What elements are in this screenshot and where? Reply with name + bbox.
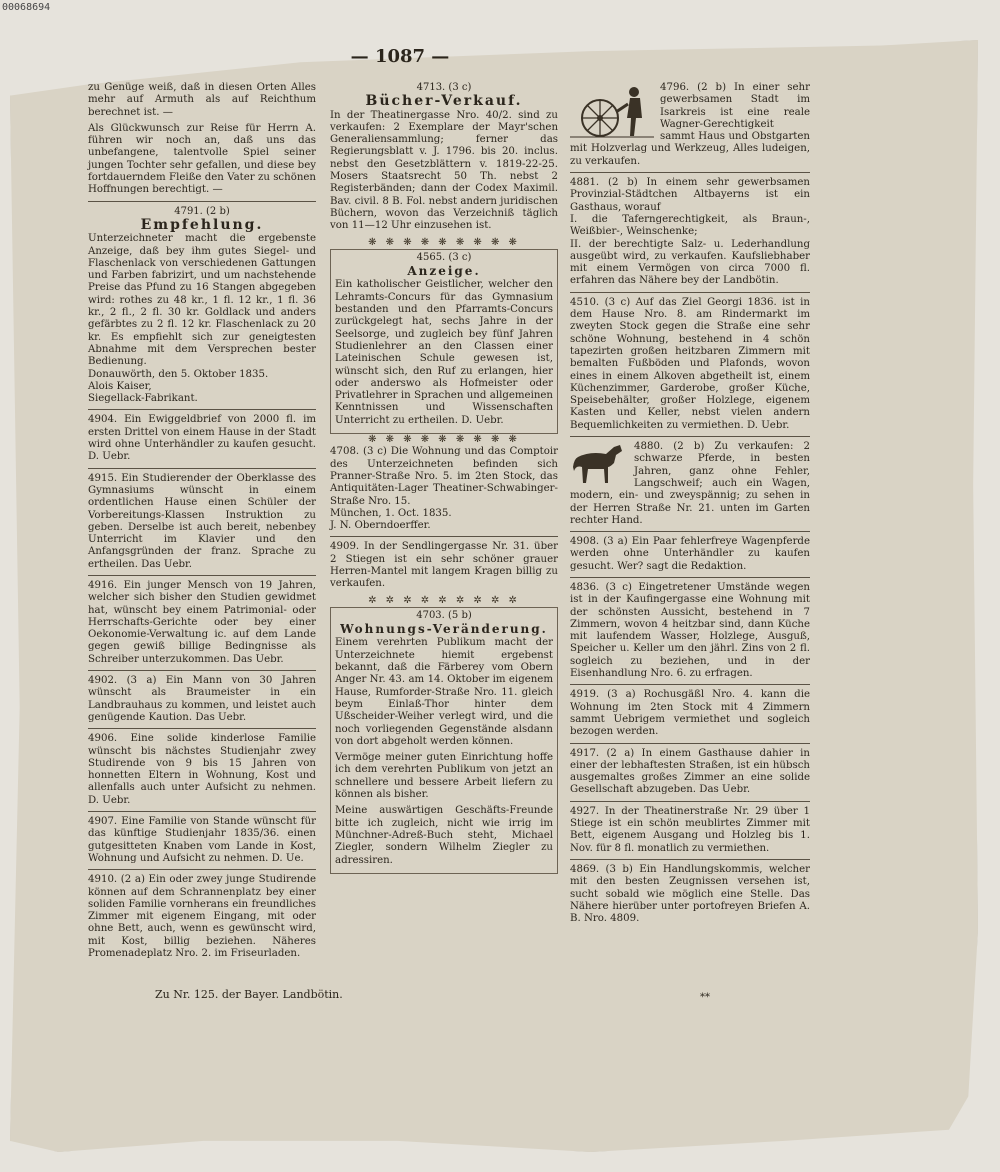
divider: [88, 728, 316, 729]
ad-text: 4916. Ein junger Mensch von 19 Jahren, welcher sich bisher den Studien gewidmet hat, wünscht bey einem Patrimonial- oder Herrschafts-Gerichte oder bey einer Oekonomie-Verwaltung ic. auf dem Lande gegen gewiß billige Bedingnisse als Schreiber unterzukommen. Das Uebr.: [88, 579, 316, 665]
horse-icon: [570, 441, 628, 485]
list-item: [88, 233, 316, 405]
list-item: [570, 748, 810, 797]
scan-id: 00068694: [2, 2, 51, 13]
ad-text: 4904. Ein Ewiggeldbrief von 2000 fl. im ersten Drittel von einem Hause in der Stadt wird ohne Unterhändler zu kaufen gesucht. D. Uebr.: [88, 414, 316, 463]
list-item: [330, 541, 558, 590]
ad-signature: J. N. Oberndoerffer.: [330, 520, 431, 532]
list-item: [570, 82, 810, 168]
list-item: [88, 473, 316, 571]
ad-text: 4906. Eine solide kinderlose Familie wünscht bis nächstes Studienjahr zwey Studirende von 9 bis 15 Jahren von honnetten Eltern in Wohnung, Kost und allenfalls auch unter Aufsicht zu nehmen. D. Uebr.: [88, 733, 316, 806]
ad-heading: Wohnungs-Veränderung.: [340, 622, 548, 637]
ornament-divider: ✲ ✲ ✲ ✲ ✲ ✲ ✲ ✲ ✲: [368, 594, 520, 606]
list-item: [88, 874, 316, 960]
page-footer: Zu Nr. 125. der Bayer. Landbötin.: [155, 988, 343, 1001]
column-2: [330, 82, 558, 874]
list-item: [570, 582, 810, 680]
ad-text: Als Glückwunsch zur Reise für Herrn A. führen wir noch an, daß uns das unbefangene, talentvolle Spiel seiner jungen Tochter sehr gefallen, und diese bey fortdauerndem Fleiße den Vater zu schönen Hoffnungen berechtigt. —: [88, 122, 316, 196]
ad-heading: Anzeige.: [407, 264, 481, 279]
ad-text: 4927. In der Theatinerstraße Nr. 29 über 1 Stiege ist ein schön meublirtes Zimmer mit Bett, eigenem Ausgang und Holzleg bis 1. Nov. für 8 fl. monatlich zu vermiethen.: [570, 805, 810, 854]
list-item: [88, 816, 316, 865]
list-item: [570, 536, 810, 573]
divider: [88, 670, 316, 671]
ad-number: 4791. (2 b): [174, 205, 230, 217]
list-item: [335, 752, 553, 801]
framed-ad: [330, 607, 558, 874]
list-item: [88, 733, 316, 807]
list-item: [570, 297, 810, 432]
ad-place-date: München, 1. Oct. 1835.: [330, 507, 452, 519]
divider: [88, 811, 316, 812]
ad-text: 4907. Eine Familie von Stande wünscht für das künftige Studienjahr 1835/36. einen gutgesitteten Knaben vom Lande in Kost, Wohnung und Aufsicht zu nehmen. D. Ue.: [88, 816, 316, 864]
ad-text: 4910. (2 a) Ein oder zwey junge Studirende können auf dem Schrannenplatz bey einer soliden Familie vornherans ein freundliches Zimmer mit eigenem Eingang, mit oder ohne Bett, auch, wenn es gewünscht wird, mit Kost, billig beziehen. Näheres Promenadeplatz Nro. 2. im Friseurladen.: [88, 874, 316, 959]
list-item: [335, 637, 553, 748]
ad-number: 4713. (3 c): [416, 82, 472, 93]
ad-text: 4917. (2 a) In einem Gasthause dahier in einer der lebhaftesten Straßen, ist ein hübsch ausgemaltes großes Zimmer an eine solide Gesellschaft abzugeben. Das Uebr.: [570, 747, 810, 796]
divider: [88, 409, 316, 410]
ad-signature: Alois Kaiser,: [88, 380, 152, 392]
list-item: [570, 864, 810, 925]
list-item: [570, 441, 810, 527]
list-item: [570, 806, 810, 855]
ad-text: Unterzeichneter macht die ergebenste Anzeige, daß bey ihm gutes Siegel- und Flaschenlack von verschiedenen Gattungen und Farben fabrizirt, und um nachstehende Preise das Pfund zu 16 Stangen abgegeben wird: rothes zu 48 kr., 1 fl. 12 kr., 1 fl. 36 kr., 2 fl., 2 fl. 30 kr. Goldlack und anders gefärbtes zu 2 fl. 12 kr. Flaschenlack zu 20 kr. Es empfiehlt sich zur geneigtesten Abnahme mit dem Versprechen bester Bedienung.: [88, 233, 316, 368]
ad-number: 4565. (3 c): [416, 251, 472, 263]
ornament-divider: ❋ ❋ ❋ ❋ ❋ ❋ ❋ ❋ ❋: [368, 236, 520, 248]
ad-text: 4919. (3 a) Rochusgäßl Nro. 4. kann die Wohnung im 2ten Stock mit 4 Zimmern sammt Uebrigem vermiethet und sogleich bezogen werden.: [570, 689, 810, 738]
divider: [570, 292, 810, 293]
divider: [570, 577, 810, 578]
wagon-wheel-icon: [570, 82, 654, 140]
ad-text: 4915. Ein Studierender der Oberklasse des Gymnasiums wünscht in einem ordentlichen Hause einen Schüler der Vorbereitungs-Klassen Instruktion zu geben. Derselbe ist auch bereit, nebenbey Unterricht im Klavier und den Anfangsgründen der franz. Sprache zu ertheilen. Das Uebr.: [88, 472, 316, 570]
ad-text: Ein katholischer Geistlicher, welcher den Lehramts-Concurs für das Gymnasium bestanden und den Pfarramts-Concurs zurückgelegt hat, sechs Jahre in der Seelsorge, und zugleich bey fünf Jahren Studienlehrer an den Classen einer Lateinischen Schule gewesen ist, wünscht sich, den Ruf zu erlangen, hier oder anderswo als Hofmeister oder Privatlehrer in Sprachen und allgemeinen Kenntnissen und Wissenschaften Unterricht zu ertheilen. D. Uebr.: [335, 279, 553, 426]
ornament-divider: ❋ ❋ ❋ ❋ ❋ ❋ ❋ ❋ ❋: [368, 434, 520, 446]
ad-heading: Empfehlung.: [140, 216, 264, 233]
list-item: [335, 279, 553, 427]
ad-text: Vermöge meiner guten Einrichtung hoffe ich dem verehrten Publikum von jetzt an schnellere und bessere Arbeit liefern zu können als bisher.: [335, 752, 553, 801]
column-3: [570, 82, 810, 929]
ad-text: 4880. (2 b) Zu verkaufen: 2 schwarze Pferde, in besten Jahren, ganz ohne Fehler, Langschweif; auch ein Wagen, modern, ein- und zweyspännig; zu sehen in der Herren Straße Nr. 21. unten im Garten rechter Hand.: [570, 441, 810, 526]
column-1: [88, 82, 316, 964]
ad-number: 4703. (5 b): [416, 609, 472, 621]
ad-text: II. der berechtigte Salz- u. Lederhandlung ausgeübt wird, zu verkaufen. Kaufsliebhaber mit einem Vermögen von circa 7000 fl. erfahren das Nähere bey der Landbötin.: [570, 238, 810, 287]
ad-text: 4869. (3 b) Ein Handlungskommis, welcher mit den besten Zeugnissen versehen ist, sucht sobald wie möglich eine Stelle. Das Nähere hierüber unter portofreyen Briefen A. B. Nro. 4809.: [570, 863, 810, 925]
ad-text: I. die Taferngerechtigkeit, als Braun-, Weißbier-, Weinschenke;: [570, 213, 810, 238]
framed-ad: [330, 249, 558, 434]
list-item: [88, 414, 316, 463]
ad-heading: Bücher-Verkauf.: [365, 93, 523, 110]
list-item: [88, 82, 316, 119]
list-item: [88, 675, 316, 724]
list-item: [330, 446, 558, 532]
divider: [570, 531, 810, 532]
divider: [330, 536, 558, 537]
list-item: [570, 689, 810, 738]
ad-text: 4708. (3 c) Die Wohnung und das Comptoir des Unterzeichneten befinden sich Pranner-Straße Nro. 5. im 2ten Stock, das Antiquitäten-Lager Theatiner-Schwabinger-Straße Nro. 15.: [330, 446, 558, 507]
divider: [570, 859, 810, 860]
list-item: [330, 110, 558, 233]
divider: [88, 468, 316, 469]
ad-text: 4796. (2 b) In einer sehr gewerbsamen Stadt im Isarkreis ist eine reale Wagner-Gerechtigkeit sammt Haus und Obstgarten mit Holzverlag und Werkzeug, Alles ludeigen, zu verkaufen.: [570, 82, 810, 167]
page-number: — 1087 —: [350, 46, 450, 67]
list-item: [570, 177, 810, 288]
ad-text: 4908. (3 a) Ein Paar fehlerfreye Wagenpferde werden ohne Unterhändler zu kaufen gesucht. Wer? sagt die Redaktion.: [570, 536, 810, 572]
list-item: [335, 805, 553, 866]
ad-text: 4836. (3 c) Eingetretener Umstände wegen ist in der Kaufingergasse eine Wohnung mit der schönsten Aussicht, bestehend in 7 Zimmern, wovon 4 heitzbar sind, dann Küche mit laufendem Wasser, Holzlege, Ausguß, Speicher u. Keller um den jährl. Zins von 2 fl. sogleich zu beziehen, und in der Eisenhandlung Nro. 6. zu erfragen.: [570, 581, 810, 680]
divider: [88, 869, 316, 870]
ad-signature: Siegellack-Fabrikant.: [88, 393, 198, 405]
ad-text: zu Genüge weiß, daß in diesen Orten Alles mehr auf Armuth als auf Reichthum berechnet ist. —: [88, 82, 316, 118]
list-item: [88, 123, 316, 197]
ad-text: 4909. In der Sendlingergasse Nr. 31. über 2 Stiegen ist ein sehr schöner grauer Herren-Mantel mit langem Kragen billig zu verkaufen.: [330, 541, 558, 590]
ad-text: In der Theatinergasse Nro. 40/2. sind zu verkaufen: 2 Exemplare der Mayr'schen Generaliensammlung; ferner das Regierungsblatt v. J. 1796. bis 20. inclus. nebst den Gesetzblättern v. 1819-22-25. Mosers Staatsrecht 50 Th. nebst 2 Registerbänden; dann der Codex Maximil. Bav. civil. 8 B. Fol. nebst andern juridischen Büchern, wovon das Verzeichniß täglich von 11—12 Uhr einzusehen ist.: [330, 109, 558, 232]
footer-stars: **: [700, 992, 710, 1003]
divider: [570, 743, 810, 744]
divider: [570, 684, 810, 685]
ad-text: 4510. (3 c) Auf das Ziel Georgi 1836. ist in dem Hause Nro. 8. am Rindermarkt im zweyten Stock gegen die Straße eine sehr schöne Wohnung, bestehend in 4 schön tapezirten großen heitzbaren Zimmern mit bemalten Fußböden und Plafonds, wovon eines in einem Alkoven abgetheilt ist, einem Küchenzimmer, Garderobe, großer Küche, Speisebehälter, großer Holzlege, eigenem Kasten und Keller, nebst vielen andern Bequemlichkeiten zu vermiethen. D. Uebr.: [570, 296, 810, 431]
divider: [88, 201, 316, 202]
ad-text: 4902. (3 a) Ein Mann von 30 Jahren wünscht als Braumeister in ein Landbrauhaus zu kommen, und leistet auch genügende Kaution. Das Uebr.: [88, 675, 316, 723]
divider: [570, 801, 810, 802]
divider: [570, 172, 810, 173]
divider: [570, 436, 810, 437]
ad-text: Meine auswärtigen Geschäfts-Freunde bitte ich zugleich, nicht wie irrig im Münchner-Adreß-Buch steht, Michael Ziegler, sondern Wilhelm Ziegler zu adressiren.: [335, 805, 553, 866]
ad-place-date: Donauwörth, den 5. Oktober 1835.: [88, 368, 269, 380]
ad-text: 4881. (2 b) In einem sehr gewerbsamen Provinzial-Städtchen Altbayerns ist ein Gasthaus, worauf: [570, 177, 810, 213]
divider: [88, 575, 316, 576]
list-item: [88, 580, 316, 666]
ad-text: Einem verehrten Publikum macht der Unterzeichnete hiemit ergebenst bekannt, daß die Färberey vom Obern Anger Nr. 43. am 14. Oktober im eigenem Hause, Rumforder-Straße Nro. 11. gleich beym Einlaß-Thor hinter dem Ußscheider-Weiher verlegt wird, und die noch vorliegenden Gegenstände alsdann von dort abgeholt werden können.: [335, 637, 553, 747]
